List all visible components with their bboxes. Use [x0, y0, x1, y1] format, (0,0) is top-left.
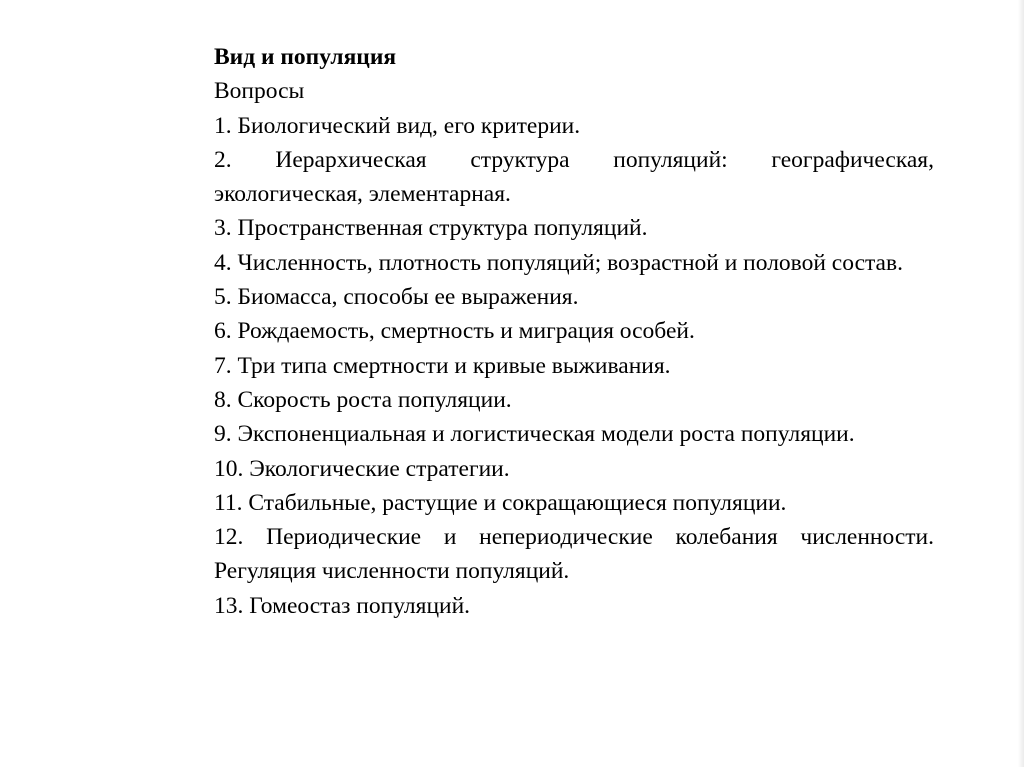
- question-5: 5. Биомасса, способы ее выражения.: [214, 284, 579, 311]
- question-3: 3. Пространственная структура популяций.: [214, 215, 648, 242]
- document-body: [214, 40, 934, 623]
- question-2: 2. Иерархическая структура популяций: географическая, экологическая, элементарная.: [214, 146, 934, 208]
- question-13: 13. Гомеостаз популяций.: [214, 592, 471, 619]
- question-4: 4. Численность, плотность популяций; возрастной и половой состав.: [214, 249, 903, 276]
- question-11: 11. Стабильные, растущие и сокращающиеся популяции.: [214, 489, 787, 516]
- question-7: 7. Три типа смертности и кривые выживания.: [214, 352, 671, 379]
- question-1: 1. Биологический вид, его критерии.: [214, 112, 581, 139]
- slide-edge-shadow: [1018, 0, 1024, 767]
- question-6: 6. Рождаемость, смертность и миграция особей.: [214, 318, 695, 345]
- question-12: 12. Периодические и непериодические колебания численности. Регуляция численности популяций.: [214, 524, 934, 585]
- question-8: 8. Скорость роста популяции.: [214, 386, 512, 413]
- document-title: Вид и популяция: [214, 44, 397, 70]
- question-10: 10. Экологические стратегии.: [214, 455, 510, 482]
- document-subtitle: Вопросы: [214, 78, 305, 105]
- question-9: 9. Экспоненциальная и логистическая модели роста популяции.: [214, 421, 855, 448]
